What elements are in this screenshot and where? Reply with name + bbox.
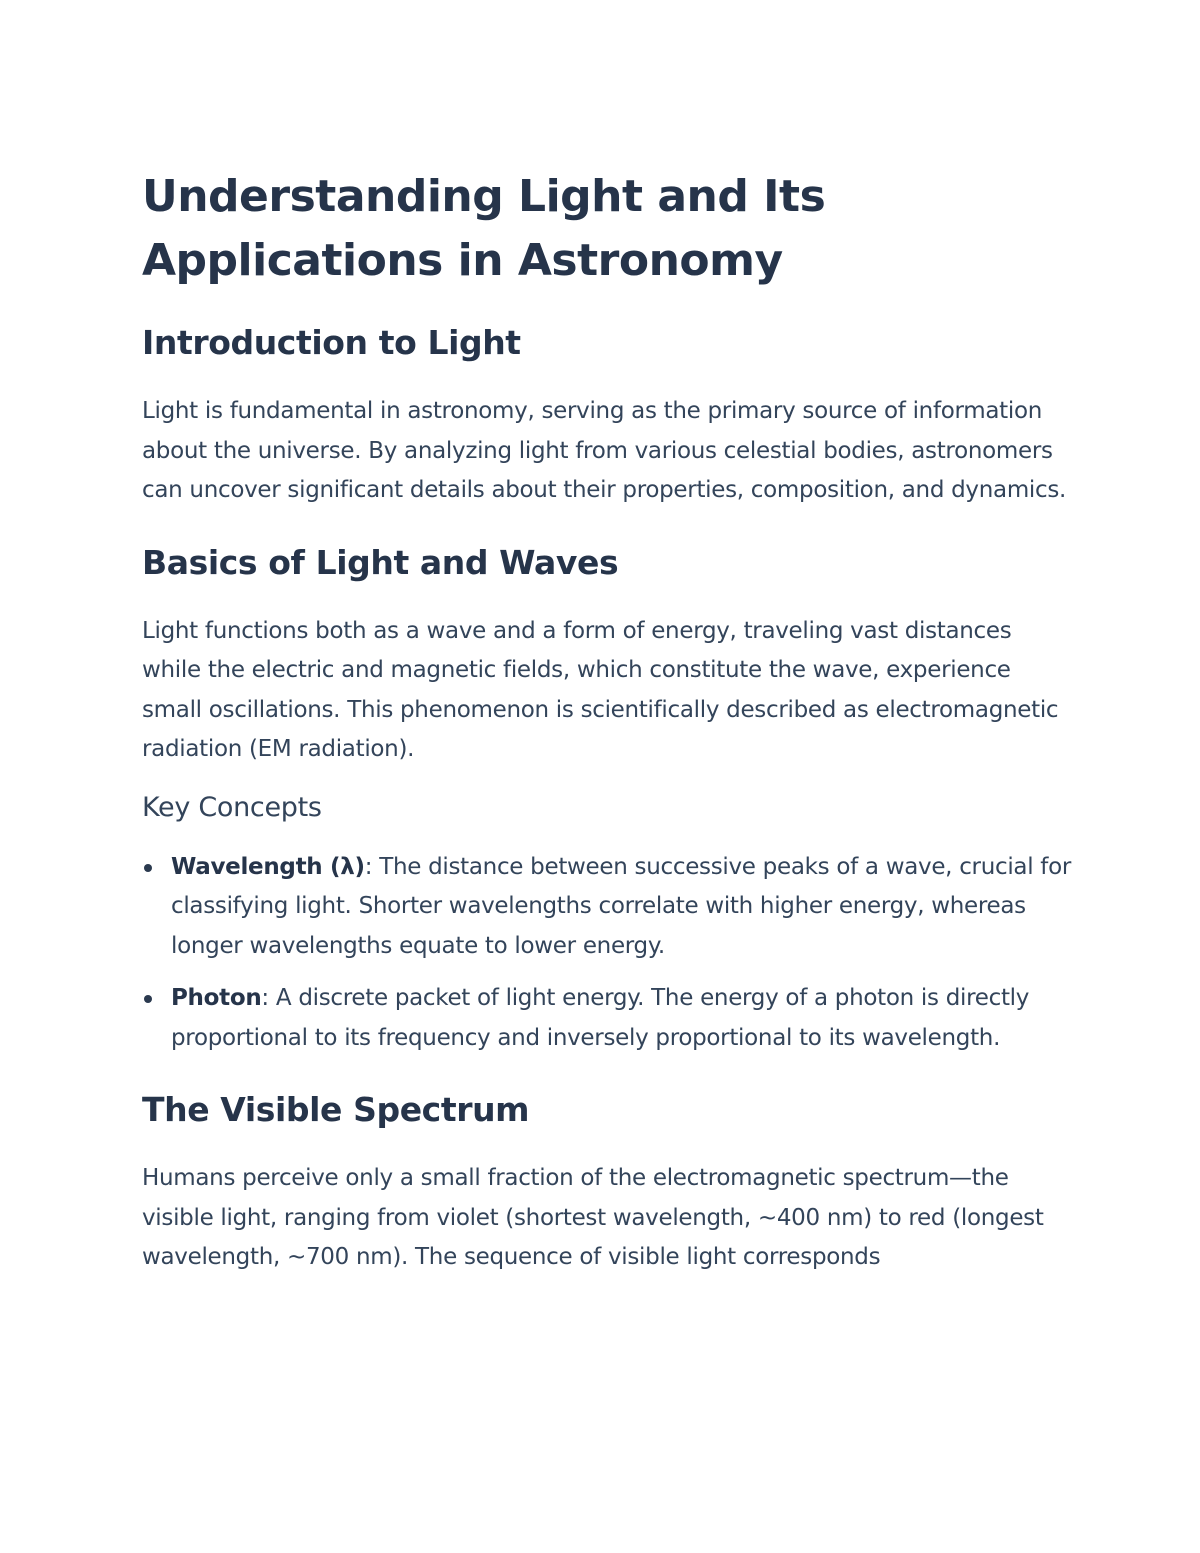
key-concepts-list (142, 848, 1072, 1059)
section-heading-basics: Basics of Light and Waves (142, 542, 619, 582)
concept-description: The distance between successive peaks of a wave, crucial for classifying light. Shorter wavelengths correlate with higher energy, whereas longer wavelengths equate to lower energy. (171, 853, 1072, 959)
concept-term: Wavelength (λ) (171, 853, 365, 880)
section-heading-visible-spectrum: The Visible Spectrum (142, 1090, 530, 1129)
section-basics (142, 541, 1072, 1059)
visible-spectrum-paragraph: Humans perceive only a small fraction of the electromagnetic spectrum—the visible light, ranging from violet (shortest wavelength, ~400 nm) to red (longest wavelength, ~700 nm). The sequence of visible light corresponds (142, 1165, 1044, 1270)
concept-separator: : (261, 985, 269, 1011)
list-item (142, 848, 1072, 967)
concept-description: A discrete packet of light energy. The energy of a photon is directly proportional to its frequency and inversely proportional to its wavelength. (171, 985, 1030, 1051)
list-item (142, 979, 1072, 1058)
section-introduction (142, 321, 1072, 511)
bullet-icon (144, 995, 152, 1003)
section-visible-spectrum (142, 1088, 1072, 1278)
introduction-paragraph: Light is fundamental in astronomy, serving as the primary source of information about the universe. By analyzing light from various celestial bodies, astronomers can uncover significant details about their properties, composition, and dynamics. (142, 398, 1067, 503)
bullet-icon (144, 864, 152, 872)
section-heading-introduction: Introduction to Light (142, 323, 521, 362)
document-title: Understanding Light and Its Applications in Astronomy (142, 171, 826, 286)
document-page (142, 165, 1072, 1278)
concept-separator: : (364, 853, 373, 880)
basics-paragraph: Light functions both as a wave and a form of energy, traveling vast distances while the electric and magnetic fields, which constitute the wave, experience small oscillations. This phenomenon is scientifically described as electromagnetic radiation (EM radiation). (142, 617, 1059, 762)
concept-term: Photon (171, 985, 262, 1011)
key-concepts-heading: Key Concepts (142, 791, 322, 823)
